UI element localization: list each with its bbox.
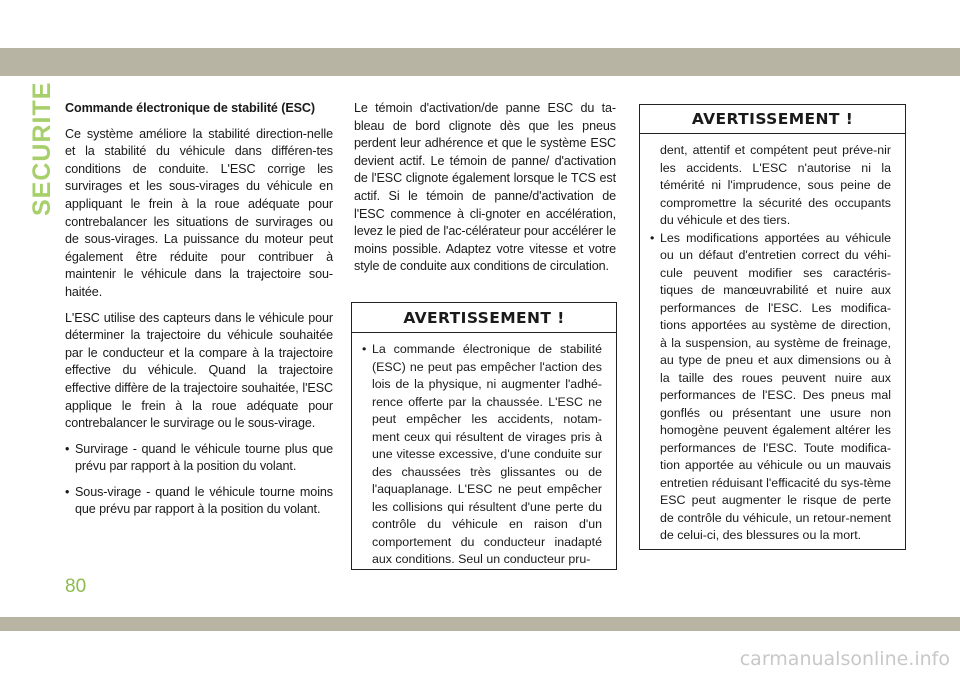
bottom-band <box>0 617 960 631</box>
warning-box <box>351 302 617 570</box>
bullet-icon: • <box>65 441 70 456</box>
warning-title: AVERTISSEMENT ! <box>352 303 616 333</box>
warning-title: AVERTISSEMENT ! <box>640 105 905 134</box>
bullet-icon: • <box>362 342 367 356</box>
paragraph-indicator: Le témoin d'activation/de panne ESC du ta-bleau de bord clignote dès que les pneus perdent leur adhérence et que le système ESC devient actif. Le témoin de panne/ d'activation de l'ESC clignote également lorsque le TCS est actif. Si le témoin de panne/d'activation de l'ESC commence à cli-gnoter en accélération, levez le pied de l'ac-célérateur pour accélérer le moins possible. Adaptez votre vitesse et votre style de conduite aux conditions de circulation. <box>354 101 617 274</box>
warning-box-continued <box>639 104 906 550</box>
middle-column <box>354 100 616 284</box>
warning-list-item: • La commande électronique de stabilité (ESC) ne peut pas empêcher l'action des lois de la physique, ni augmenter l'adhé-rence offerte par la chaussée. L'ESC ne peut empêcher les accidents, notam-ment ceux qui résultent de virages pris à une vitesse excessive, d'une conduite sur des chaussées très glissantes ou de l'aquaplanage. L'ESC ne peut empêcher les collisions qui résultent d'une perte du contrôle du véhicule en raison d'un comportement du conducteur inadapté aux conditions. Seul un conducteur pru- <box>362 341 602 569</box>
warning-continued-text: dent, attentif et compétent peut préve-nir les accidents. L'ESC n'autorise ni la témérité ni l'imprudence, sous peine de compromettre la sécurité des occupants du véhicule et des tiers. <box>660 143 891 227</box>
paragraph-sensors: L'ESC utilise des capteurs dans le véhicule pour déterminer la trajectoire du véhicule souhaitée par le conducteur et la compare à la trajectoire effective du véhicule. Quand la trajectoire effective diffère de la trajectoire souhaitée, l'ESC applique le frein à la roue adéquate pour contrebalancer le survirage ou le sous-virage. <box>65 310 333 431</box>
bullet-icon: • <box>650 230 655 245</box>
left-column <box>65 100 333 527</box>
bullet-icon: • <box>65 484 70 499</box>
list-item-understeer: • Sous-virage - quand le véhicule tourne moins que prévu par rapport à la position du volant. <box>65 484 333 519</box>
warning-list-item: • Les modifications apportées au véhicule ou un défaut d'entretien correct du véhi-cule peuvent modifier ses caractéris-tiques de manœuvrabilité et nuire aux performances de l'ESC. Les modifica-tions apportées au système de direction, à la suspension, au système de freinage, au type de pneu et aux dimensions ou à la taille des roues peuvent nuire aux performances de l'ESC. Des pneus mal gonflés ou présentant une usure non homogène peuvent également altérer les performances de l'ESC. Toute modifica-tion apportée au véhicule ou un mauvais entretien réduisant l'efficacité du sys-tème ESC peut augmenter le risque de perte de contrôle du véhicule, un retour-nement de celui-ci, des blessures ou la mort. <box>650 230 891 545</box>
list-item-oversteer: • Survirage - quand le véhicule tourne plus que prévu par rapport à la position du volant. <box>65 441 333 476</box>
top-band <box>0 48 960 76</box>
paragraph-intro: Ce système améliore la stabilité direction-nelle et la stabilité du véhicule dans différen-tes conditions de conduite. L'ESC corrige les survirages et les sous-virages du véhicule en appliquant le frein à la roue adéquate pour contrebalancer les situations de survirages ou de sous-virages. La puissance du moteur peut également être réduite pour contribuer à maintenir le véhicule dans la trajectoire sou-haitée. <box>65 126 333 299</box>
watermark-text: carmanualsonline.info <box>739 648 950 670</box>
section-heading: Commande électronique de stabilité (ESC) <box>65 101 316 115</box>
section-tab: SECURITE <box>28 81 56 216</box>
page-number: 80 <box>65 576 87 597</box>
